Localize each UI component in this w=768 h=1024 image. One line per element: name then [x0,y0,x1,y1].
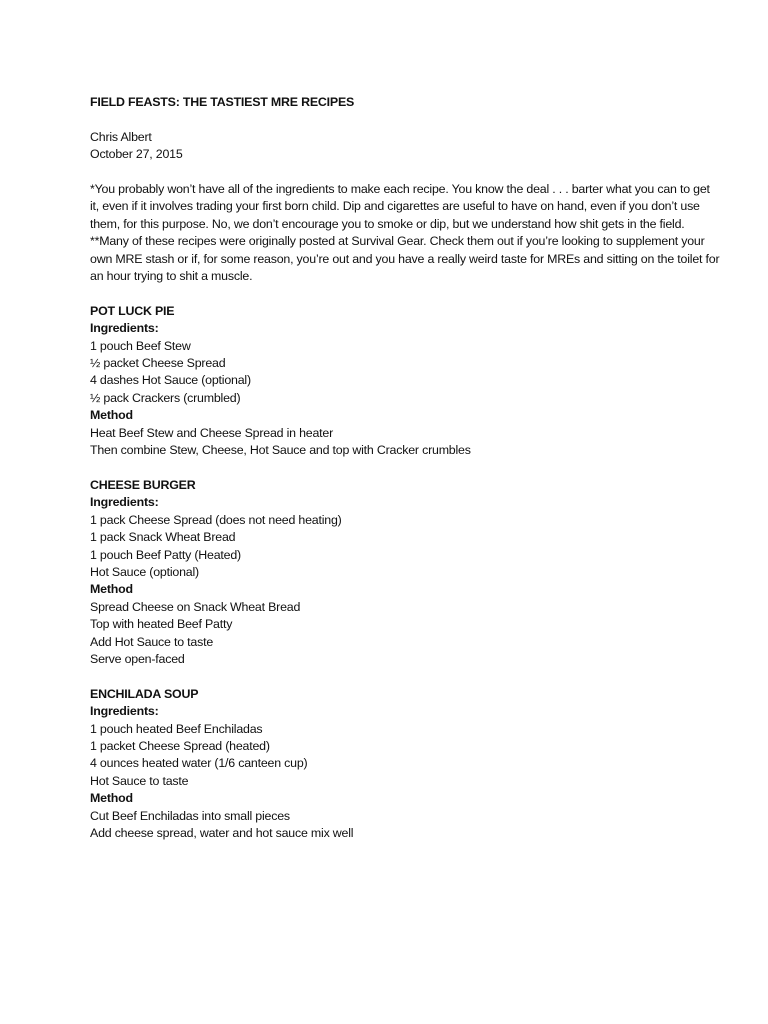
document-page [90,94,720,860]
note-paragraph: **Many of these recipes were originally posted at Survival Gear. Check them out if you’re looking to supplement your own MRE stash or if, for some reason, you’re out and you have a really weird taste for MREs and sitting on the toilet for an hour trying to shit a muscle. [90,234,720,284]
method-step: Add Hot Sauce to taste [90,634,214,649]
method-label: Method [90,791,133,806]
ingredient-item: 4 dashes Hot Sauce (optional) [90,373,251,388]
method-label: Method [90,408,133,423]
ingredient-item: ½ pack Crackers (crumbled) [90,390,241,405]
byline [90,129,720,164]
ingredients-label: Ingredients: [90,704,159,719]
ingredients-label: Ingredients: [90,495,159,510]
ingredient-item: ½ packet Cheese Spread [90,356,226,371]
method-step: Then combine Stew, Cheese, Hot Sauce and top with Cracker crumbles [90,443,471,458]
ingredients-label: Ingredients: [90,321,159,336]
method-step: Top with heated Beef Patty [90,617,233,632]
ingredient-item: 1 pouch Beef Patty (Heated) [90,547,241,562]
publish-date: October 27, 2015 [90,147,183,162]
method-step: Serve open-faced [90,651,185,666]
author-name: Chris Albert [90,129,152,144]
recipe-title: POT LUCK PIE [90,303,175,318]
note-paragraph: *You probably won’t have all of the ingredients to make each recipe. You know the deal . . . barter what you can to get it, even if it involves trading your first born child. Dip and cigarettes are useful to have on hand, even if you don’t use them, for this purpose. No, we don’t encourage you to smoke or dip, but we understand how shit gets in the field. [90,182,710,231]
method-label: Method [90,582,133,597]
recipe-cheese-burger [90,477,720,668]
ingredient-item: 1 pack Snack Wheat Bread [90,530,236,545]
method-step: Heat Beef Stew and Cheese Spread in heater [90,425,334,440]
ingredient-item: 4 ounces heated water (1/6 canteen cup) [90,756,308,771]
ingredient-item: Hot Sauce (optional) [90,564,199,579]
notes [90,181,720,285]
method-step: Cut Beef Enchiladas into small pieces [90,808,290,823]
ingredient-item: 1 pouch Beef Stew [90,338,191,353]
document-title: FIELD FEASTS: THE TASTIEST MRE RECIPES [90,95,355,109]
recipe-enchilada-soup [90,686,720,843]
method-step: Add cheese spread, water and hot sauce mix well [90,825,354,840]
ingredient-item: 1 pouch heated Beef Enchiladas [90,721,263,736]
ingredient-item: Hot Sauce to taste [90,773,189,788]
recipe-pot-luck-pie [90,303,720,460]
method-step: Spread Cheese on Snack Wheat Bread [90,599,301,614]
recipe-title: CHEESE BURGER [90,477,196,492]
ingredient-item: 1 packet Cheese Spread (heated) [90,738,270,753]
recipe-title: ENCHILADA SOUP [90,686,199,701]
ingredient-item: 1 pack Cheese Spread (does not need heating) [90,512,342,527]
